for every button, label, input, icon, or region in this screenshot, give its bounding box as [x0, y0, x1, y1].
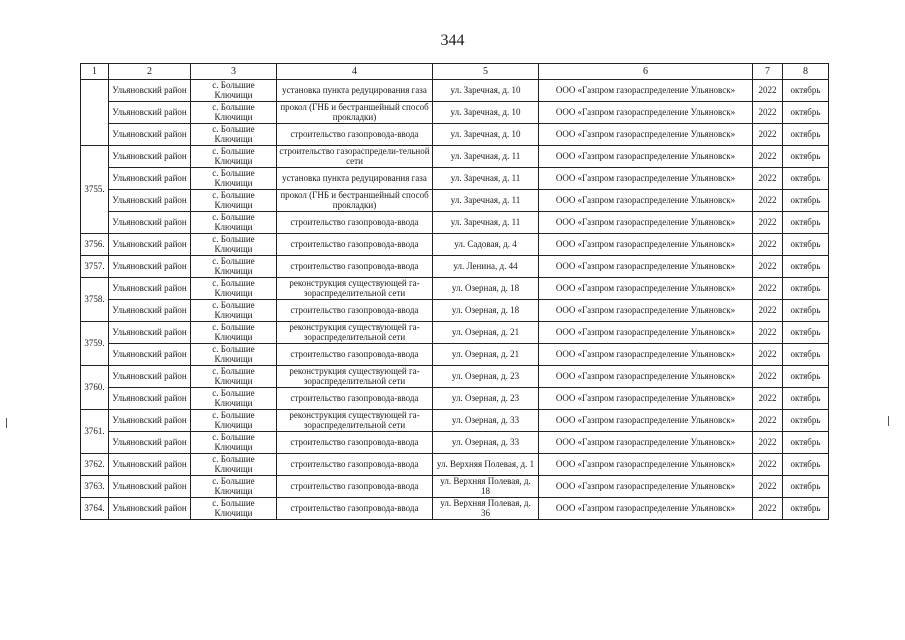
address-cell: ул. Заречная, д. 11	[433, 190, 539, 212]
locality-cell: с. Большие Ключищи	[191, 322, 277, 344]
month-cell: октябрь	[783, 234, 829, 256]
org-cell: ООО «Газпром газораспределение Ульяновск»	[539, 366, 753, 388]
month-cell: октябрь	[783, 278, 829, 300]
row-number-cell: 3757.	[81, 256, 109, 278]
locality-cell: с. Большие Ключищи	[191, 498, 277, 520]
district-cell: Ульяновский район	[109, 80, 191, 102]
locality-cell: с. Большие Ключищи	[191, 124, 277, 146]
work-cell: установка пункта редуцирования газа	[277, 168, 433, 190]
year-cell: 2022	[753, 454, 783, 476]
row-number-cell: 3756.	[81, 234, 109, 256]
address-cell: ул. Озерная, д. 33	[433, 432, 539, 454]
table-row	[81, 256, 829, 278]
district-cell: Ульяновский район	[109, 454, 191, 476]
work-cell: строительство газопровода-ввода	[277, 300, 433, 322]
work-cell: строительство газопровода-ввода	[277, 124, 433, 146]
row-number-cell: 3760.	[81, 366, 109, 410]
table-body	[81, 80, 829, 520]
org-cell: ООО «Газпром газораспределение Ульяновск»	[539, 322, 753, 344]
table-row	[81, 212, 829, 234]
year-cell: 2022	[753, 278, 783, 300]
work-cell: строительство газопровода-ввода	[277, 234, 433, 256]
org-cell: ООО «Газпром газораспределение Ульяновск»	[539, 146, 753, 168]
year-cell: 2022	[753, 256, 783, 278]
year-cell: 2022	[753, 212, 783, 234]
district-cell: Ульяновский район	[109, 410, 191, 432]
district-cell: Ульяновский район	[109, 234, 191, 256]
row-number-cell	[81, 80, 109, 146]
scan-mark-left	[6, 418, 7, 428]
table-row	[81, 102, 829, 124]
table-row	[81, 498, 829, 520]
year-cell: 2022	[753, 234, 783, 256]
locality-cell: с. Большие Ключищи	[191, 454, 277, 476]
page-number: 344	[440, 32, 465, 49]
year-cell: 2022	[753, 146, 783, 168]
work-cell: строительство газопровода-ввода	[277, 432, 433, 454]
row-number-cell: 3755.	[81, 146, 109, 234]
locality-cell: с. Большие Ключищи	[191, 256, 277, 278]
table-row	[81, 454, 829, 476]
address-cell: ул. Озерная, д. 33	[433, 410, 539, 432]
locality-cell: с. Большие Ключищи	[191, 190, 277, 212]
district-cell: Ульяновский район	[109, 344, 191, 366]
org-cell: ООО «Газпром газораспределение Ульяновск»	[539, 234, 753, 256]
locality-cell: с. Большие Ключищи	[191, 432, 277, 454]
year-cell: 2022	[753, 322, 783, 344]
month-cell: октябрь	[783, 80, 829, 102]
month-cell: октябрь	[783, 322, 829, 344]
address-cell: ул. Озерная, д. 18	[433, 278, 539, 300]
address-cell: ул. Заречная, д. 10	[433, 102, 539, 124]
month-cell: октябрь	[783, 256, 829, 278]
col-header-7: 7	[753, 64, 783, 80]
district-cell: Ульяновский район	[109, 102, 191, 124]
month-cell: октябрь	[783, 212, 829, 234]
work-cell: строительство газопровода-ввода	[277, 388, 433, 410]
address-cell: ул. Верхняя Полевая, д. 1	[433, 454, 539, 476]
locality-cell: с. Большие Ключищи	[191, 146, 277, 168]
locality-cell: с. Большие Ключищи	[191, 168, 277, 190]
address-cell: ул. Озерная, д. 23	[433, 388, 539, 410]
locality-cell: с. Большие Ключищи	[191, 278, 277, 300]
work-cell: строительство газопровода-ввода	[277, 344, 433, 366]
month-cell: октябрь	[783, 366, 829, 388]
locality-cell: с. Большие Ключищи	[191, 476, 277, 498]
col-header-3: 3	[191, 64, 277, 80]
year-cell: 2022	[753, 80, 783, 102]
address-cell: ул. Заречная, д. 10	[433, 80, 539, 102]
work-cell: строительство газопровода-ввода	[277, 498, 433, 520]
address-cell: ул. Озерная, д. 18	[433, 300, 539, 322]
address-cell: ул. Верхняя Полевая, д. 36	[433, 498, 539, 520]
locality-cell: с. Большие Ключищи	[191, 80, 277, 102]
work-cell: реконструкция существующей га-зораспределительной сети	[277, 278, 433, 300]
table-row	[81, 322, 829, 344]
locality-cell: с. Большие Ключищи	[191, 366, 277, 388]
row-number-cell: 3762.	[81, 454, 109, 476]
locality-cell: с. Большие Ключищи	[191, 212, 277, 234]
table-row	[81, 410, 829, 432]
month-cell: октябрь	[783, 388, 829, 410]
org-cell: ООО «Газпром газораспределение Ульяновск»	[539, 454, 753, 476]
year-cell: 2022	[753, 498, 783, 520]
year-cell: 2022	[753, 124, 783, 146]
month-cell: октябрь	[783, 102, 829, 124]
table-row	[81, 124, 829, 146]
year-cell: 2022	[753, 344, 783, 366]
month-cell: октябрь	[783, 410, 829, 432]
month-cell: октябрь	[783, 498, 829, 520]
work-cell: строительство газопровода-ввода	[277, 212, 433, 234]
work-cell: прокол (ГНБ и бестраншейный способ прокладки)	[277, 190, 433, 212]
year-cell: 2022	[753, 168, 783, 190]
table-row	[81, 344, 829, 366]
org-cell: ООО «Газпром газораспределение Ульяновск»	[539, 344, 753, 366]
year-cell: 2022	[753, 410, 783, 432]
row-number-cell: 3764.	[81, 498, 109, 520]
district-cell: Ульяновский район	[109, 190, 191, 212]
org-cell: ООО «Газпром газораспределение Ульяновск»	[539, 102, 753, 124]
month-cell: октябрь	[783, 300, 829, 322]
org-cell: ООО «Газпром газораспределение Ульяновск»	[539, 80, 753, 102]
org-cell: ООО «Газпром газораспределение Ульяновск»	[539, 168, 753, 190]
locality-cell: с. Большие Ключищи	[191, 300, 277, 322]
month-cell: октябрь	[783, 190, 829, 212]
work-cell: строительство газораспредели-тельной сети	[277, 146, 433, 168]
address-cell: ул. Озерная, д. 21	[433, 322, 539, 344]
work-cell: установка пункта редуцирования газа	[277, 80, 433, 102]
address-cell: ул. Верхняя Полевая, д. 18	[433, 476, 539, 498]
col-header-2: 2	[109, 64, 191, 80]
org-cell: ООО «Газпром газораспределение Ульяновск»	[539, 124, 753, 146]
org-cell: ООО «Газпром газораспределение Ульяновск»	[539, 190, 753, 212]
work-cell: строительство газопровода-ввода	[277, 454, 433, 476]
district-cell: Ульяновский район	[109, 256, 191, 278]
org-cell: ООО «Газпром газораспределение Ульяновск»	[539, 432, 753, 454]
locality-cell: с. Большие Ключищи	[191, 102, 277, 124]
table-row	[81, 388, 829, 410]
district-cell: Ульяновский район	[109, 168, 191, 190]
year-cell: 2022	[753, 388, 783, 410]
org-cell: ООО «Газпром газораспределение Ульяновск»	[539, 388, 753, 410]
work-cell: реконструкция существующей га-зораспределительной сети	[277, 410, 433, 432]
month-cell: октябрь	[783, 124, 829, 146]
year-cell: 2022	[753, 476, 783, 498]
org-cell: ООО «Газпром газораспределение Ульяновск»	[539, 256, 753, 278]
org-cell: ООО «Газпром газораспределение Ульяновск»	[539, 476, 753, 498]
work-cell: строительство газопровода-ввода	[277, 476, 433, 498]
work-cell: строительство газопровода-ввода	[277, 256, 433, 278]
district-cell: Ульяновский район	[109, 498, 191, 520]
month-cell: октябрь	[783, 146, 829, 168]
month-cell: октябрь	[783, 432, 829, 454]
row-number-cell: 3761.	[81, 410, 109, 454]
scan-mark-right	[888, 416, 889, 426]
table-row	[81, 80, 829, 102]
district-cell: Ульяновский район	[109, 146, 191, 168]
month-cell: октябрь	[783, 168, 829, 190]
year-cell: 2022	[753, 300, 783, 322]
locality-cell: с. Большие Ключищи	[191, 388, 277, 410]
table-row	[81, 190, 829, 212]
table-row	[81, 234, 829, 256]
work-cell: реконструкция существующей га-зораспределительной сети	[277, 366, 433, 388]
org-cell: ООО «Газпром газораспределение Ульяновск»	[539, 410, 753, 432]
col-header-4: 4	[277, 64, 433, 80]
table-row	[81, 366, 829, 388]
address-cell: ул. Заречная, д. 11	[433, 168, 539, 190]
locality-cell: с. Большие Ключищи	[191, 410, 277, 432]
org-cell: ООО «Газпром газораспределение Ульяновск»	[539, 212, 753, 234]
address-cell: ул. Озерная, д. 21	[433, 344, 539, 366]
row-number-cell: 3763.	[81, 476, 109, 498]
locality-cell: с. Большие Ключищи	[191, 234, 277, 256]
district-cell: Ульяновский район	[109, 300, 191, 322]
org-cell: ООО «Газпром газораспределение Ульяновск»	[539, 278, 753, 300]
row-number-cell: 3758.	[81, 278, 109, 322]
district-cell: Ульяновский район	[109, 432, 191, 454]
header-row	[81, 64, 829, 80]
month-cell: октябрь	[783, 454, 829, 476]
district-cell: Ульяновский район	[109, 388, 191, 410]
table-row	[81, 146, 829, 168]
district-cell: Ульяновский район	[109, 476, 191, 498]
address-cell: ул. Садовая, д. 4	[433, 234, 539, 256]
col-header-8: 8	[783, 64, 829, 80]
year-cell: 2022	[753, 190, 783, 212]
district-cell: Ульяновский район	[109, 124, 191, 146]
year-cell: 2022	[753, 432, 783, 454]
table-row	[81, 476, 829, 498]
district-cell: Ульяновский район	[109, 322, 191, 344]
address-cell: ул. Заречная, д. 10	[433, 124, 539, 146]
district-cell: Ульяновский район	[109, 366, 191, 388]
org-cell: ООО «Газпром газораспределение Ульяновск»	[539, 498, 753, 520]
org-cell: ООО «Газпром газораспределение Ульяновск»	[539, 300, 753, 322]
year-cell: 2022	[753, 366, 783, 388]
district-cell: Ульяновский район	[109, 278, 191, 300]
address-cell: ул. Ленина, д. 44	[433, 256, 539, 278]
address-cell: ул. Заречная, д. 11	[433, 212, 539, 234]
address-cell: ул. Заречная, д. 11	[433, 146, 539, 168]
year-cell: 2022	[753, 102, 783, 124]
col-header-5: 5	[433, 64, 539, 80]
district-cell: Ульяновский район	[109, 212, 191, 234]
table-row	[81, 300, 829, 322]
registry-table	[80, 63, 829, 520]
col-header-1: 1	[81, 64, 109, 80]
month-cell: октябрь	[783, 476, 829, 498]
table-row	[81, 432, 829, 454]
locality-cell: с. Большие Ключищи	[191, 344, 277, 366]
address-cell: ул. Озерная, д. 23	[433, 366, 539, 388]
row-number-cell: 3759.	[81, 322, 109, 366]
work-cell: прокол (ГНБ и бестраншейный способ прокладки)	[277, 102, 433, 124]
month-cell: октябрь	[783, 344, 829, 366]
col-header-6: 6	[539, 64, 753, 80]
table-row	[81, 278, 829, 300]
table-row	[81, 168, 829, 190]
work-cell: реконструкция существующей га-зораспределительной сети	[277, 322, 433, 344]
